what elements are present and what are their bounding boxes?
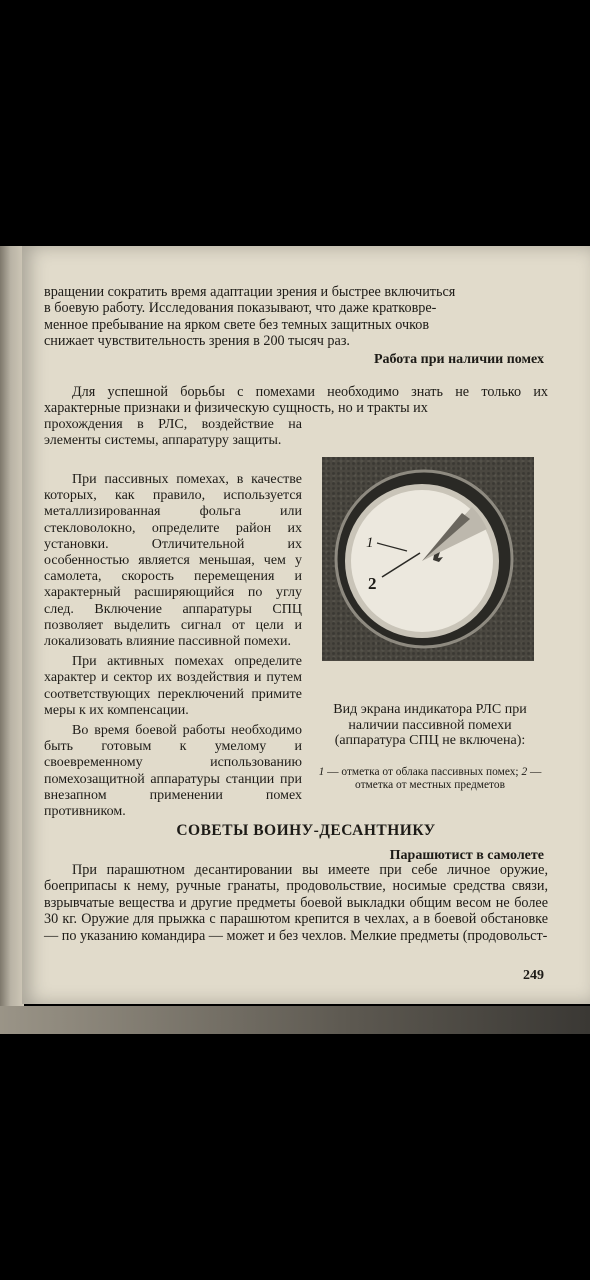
intro-line-4: снижает чувствительность зрения в 200 тысяч раз. bbox=[44, 333, 350, 350]
intro-line-2: в боевую работу. Исследования показывают, что даже кратковре- bbox=[44, 300, 437, 317]
legend-text-2: — отметка от местных предметов bbox=[355, 766, 542, 791]
radar-screen-figure bbox=[322, 457, 534, 661]
interference-text-narrow: прохождения в РЛС, воздействие на элементы системы, аппаратуру защиты. bbox=[44, 417, 302, 449]
interference-para-narrow bbox=[44, 417, 302, 453]
legend-num-2: 2 bbox=[521, 766, 528, 778]
heading-interference: Работа при наличии помех bbox=[373, 352, 544, 367]
intro-text bbox=[44, 284, 548, 350]
legend-num-1: 1 bbox=[318, 766, 325, 778]
section-title: СОВЕТЫ ВОИНУ-ДЕСАНТНИКУ bbox=[176, 822, 436, 839]
figure-legend bbox=[318, 766, 542, 791]
radar-screen-image bbox=[322, 457, 534, 661]
surface-below-book bbox=[0, 1006, 590, 1034]
combat-para: Во время боевой работы необходимо быть готовым к умелому и своевременному использованию помехозащитной аппаратуры станции при внезапном применении помех противником. bbox=[44, 723, 302, 820]
left-column bbox=[44, 472, 302, 824]
legend-text-1: — отметка от облака пассивных помех; bbox=[324, 766, 522, 778]
book-spine bbox=[0, 246, 24, 1006]
book-page bbox=[22, 246, 590, 1004]
figure-caption: Вид экрана индикатора РЛС при наличии пассивной помехи (аппаратура СПЦ не включена): bbox=[333, 702, 527, 749]
figure-label-2: 2 bbox=[368, 574, 377, 593]
paratrooper-text bbox=[44, 862, 548, 944]
figure-label-1: 1 bbox=[366, 535, 374, 551]
interference-para-full bbox=[44, 384, 548, 417]
passive-para: При пассивных помехах, в качестве которых, как правило, используется металлизированная фольга или стекловолокно, определите район их установки. Отличительной их особенностью является меньшая, чем у самолета, скорость перемещения и характерный расширяющийся по углу след. Включение аппаратуры СПЦ позволяет выделить сигнал от цели и локализовать влияние пассивной помехи. bbox=[44, 472, 302, 650]
active-para: При активных помехах определите характер и сектор их воздействия и путем соответствующих переключений примите меры к их компенсации. bbox=[44, 654, 302, 718]
paratrooper-para: При парашютном десантировании вы имеете при себе личное оружие, боеприпасы к нему, ручные гранаты, продовольствие, носимые средства связи, взрывчатые вещества и другие предметы боевой выкладки общим весом не более 30 кг. Оружие для прыжка с парашютом крепится в чехлах, а в боевой обстановке — по указанию командира — может и без чехлов. Мелкие предметы (продовольст- bbox=[44, 862, 548, 944]
page-number: 249 bbox=[523, 968, 544, 983]
subheading-paratrooper: Парашютист в самолете bbox=[389, 848, 544, 863]
interference-text-full: Для успешной борьбы с помехами необходимо знать не только их характерные признаки и физическую сущность, но и тракты их bbox=[44, 384, 548, 417]
intro-line-3: менное пребывание на ярком свете без темных защитных очков bbox=[44, 316, 430, 333]
intro-line-1: вращении сократить время адаптации зрения и быстрее включиться bbox=[44, 284, 456, 300]
